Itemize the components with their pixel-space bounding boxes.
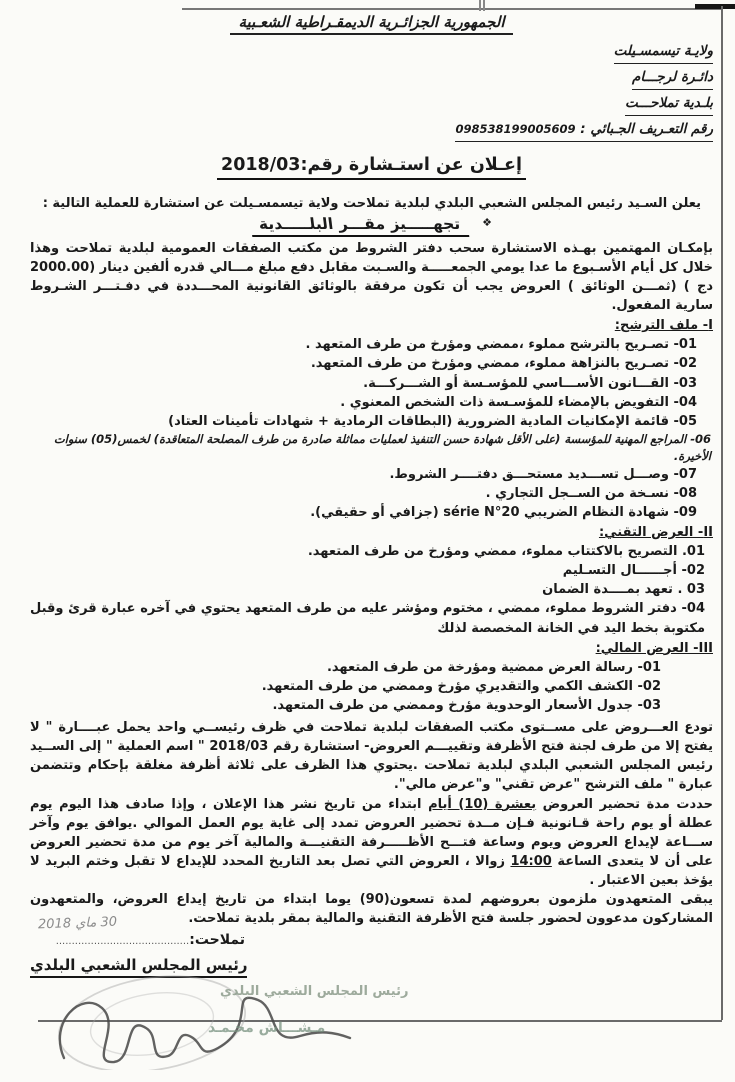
handwritten-date: 30 ماي 2018	[38, 915, 117, 933]
validity-paragraph: يبقى المتعهدون ملزمون بعروضهم لمدة تسعون(90) يوما ابتداء من تاريخ إيداع العروض، والمتعهدون المشاركون مدعوون لحضور جلسة فتح الأظرفة التقنية والمالية بمقر بلدية تملاحت.	[30, 890, 713, 928]
authority-block	[30, 38, 713, 142]
deposit-paragraph: تودع العـــروض على مســتوى مكتب الصفقات لبلدية تملاحت في ظرف رئيســي واحد يحمل عبــــارة " لا يفتح إلا من طرف لجنة فتح الأظرفة وتقييـــم العروض- استشارة رقم 2018/03 " اسم العملية " إلى الســيد رئيس المجلس الشعبي البلدي لبلدية تملاحت .يحتوي هذا الظرف على ثلاثة أظرفة مغلقة بإحكام وتتضمن عبارة " ملف الترشح "عرض تقني" و"عرض مالي".	[30, 718, 713, 794]
financial-item: 02- الكشف الكمي والتقديري مؤرخ وممضي من طرف المتعهد.	[30, 677, 713, 696]
announcement-title: إعـلان عن استـشارة رقم:2018/03	[217, 155, 526, 180]
technical-item: 03 . تعهد بمــــدة الضمان	[30, 580, 713, 599]
technical-item: 02- أجــــــال التسـليم	[30, 561, 713, 580]
republic-header-row	[30, 12, 713, 35]
candidacy-item: 08- نسـخة من الســجل التجاري .	[30, 484, 713, 503]
candidacy-item: 05- قائمة الإمكانيات المادية الضرورية (البطاقات الرمادية + شهادات تأمينات العتاد)	[30, 412, 713, 431]
section-candidacy-heading: I- ملف الترشح:	[30, 316, 713, 335]
stamp-inner-circle	[86, 985, 218, 1064]
technical-item: 01. التصريح بالاكتتاب مملوء، ممضي ومؤرخ من طرف المتعهد.	[30, 542, 713, 561]
tax-id-line	[30, 116, 713, 142]
withdrawal-paragraph: بإمكـان المهتمين بهـذه الاستشارة سحب دفتر الشروط من مكتب الصفقات العمومية لبلدية تملاحت وهذا خلال كل أيام الأسـبوع ما عدا يومي الجمعـــــة والسـبت مقابل دفع مبلغ مـــالي قدره ألفين دينار (2000.00 دج ) (ثمـــن الوثائق ) العروض يجب أن تكون مرفقة بالوثائق القانونية المحـــددة في دفـتـــر الشـروط سارية المفعول.	[30, 239, 713, 315]
candidacy-item: 03- القـــانون الأســـاسي للمؤسـسة أو الشـــركـــة.	[30, 374, 713, 393]
deadline-paragraph: حددت مدة تحضير العروض بعشرة (10) أيام ابتداء من تاريخ نشر هذا الإعلان ، وإذا صادف هذا اليوم يوم عطلة أو يوم راحة قـانونية فـإن مــدة تحضير العروض تمدد إلى غاية يوم العمل الموالي .يوافق يوم وآخر ســـاعة لإيداع العروض ويوم وساعة فتـــح الأظـــــرفة التقنيـــة والمالية آخر يوم من مدة تحضير العروض على أن لا يتعدى الساعة 14:00 زوالا ، العروض التي تصل بعد التاريخ المحدد للإيداع لا تقبل وختم البريد لا يؤخذ بعين الاعتبار .	[30, 795, 713, 891]
candidacy-item: 01- تصـريح بالترشح مملوء ،ممضي ومؤرخ من طرف المتعهد .	[30, 335, 713, 354]
deadline-duration: بعشرة (10) أيام	[428, 797, 536, 812]
stamp-bleed-title: رئيس المجلس الشعبي البلدي	[220, 984, 408, 999]
candidacy-items	[30, 335, 713, 522]
place-label: تملاحت:	[189, 932, 245, 948]
page-border-top	[182, 8, 722, 10]
republic-header: الجمهورية الجزائـرية الديمقـراطية الشعـبية	[230, 13, 512, 35]
technical-items	[30, 542, 713, 638]
technical-item: 04- دفتر الشروط مملوء، ممضي ، مختوم ومؤشر عليه من طرف المتعهد يحتوي في آخره عبارة قرئ وقبل مكتوبة بخط اليد في الخانة المخصصة لذلك	[30, 599, 713, 637]
candidacy-item: 09- شهادة النظام الضريبي série N°20 (جزافي أو حقيقي).	[30, 503, 713, 522]
page-border-right	[721, 6, 723, 1020]
signature-zone	[30, 932, 713, 1082]
scan-tick-mark	[479, 0, 485, 11]
candidacy-item: 07- وصـــل تســـديد مستحـــق دفتــــر الشروط.	[30, 465, 713, 484]
diamond-icon: ❖	[482, 216, 492, 229]
tax-id-label: رقم التعـريف الجـبائي :	[580, 121, 713, 137]
tax-id-number: 098538199005609	[455, 122, 575, 136]
commune-line: بلـدية تملاحـــت	[30, 90, 713, 116]
operation-title: تجهـــــيز مقـــر البلـــــدية	[250, 215, 470, 237]
financial-item: 03- جدول الأسعار الوحدوية مؤرخ وممضي من طرف المتعهد.	[30, 696, 713, 715]
wilaya-line: ولايـة تيسمسـيلت	[30, 38, 713, 64]
document-content	[30, 12, 713, 1082]
date-dotted-line: ..........................................	[56, 936, 190, 947]
section-financial-heading: III- العرض المالي:	[30, 639, 713, 658]
candidacy-item: 06- المراجع المهنية للمؤسسة (على الأقل شهادة حسن التنفيذ لعمليات مماثلة صادرة من طرف المصلحة المتعاقدة) لخمس(05) سنوات الأخيرة.	[30, 431, 713, 465]
announcement-title-row	[30, 155, 713, 180]
place-date-line	[30, 932, 245, 948]
intro-paragraph: يعلن السـيد رئيس المجلس الشعبي البلدي لبلدية تملاحت ولاية تيسمسـيلت عن استشارة للعملية التالية :	[30, 194, 713, 213]
financial-items	[30, 658, 713, 715]
deadline-hour: 14:00	[510, 854, 551, 869]
candidacy-item: 02- تصـريح بالنزاهة مملوء، ممضي ومؤرخ من طرف المتعهد.	[30, 354, 713, 373]
candidacy-item: 04- التفويض بالإمضاء للمؤسـسة ذات الشخص المعنوي .	[30, 393, 713, 412]
operation-title-row	[30, 215, 713, 237]
section-technical-heading: II- العرض التقني:	[30, 523, 713, 542]
stamp-bleed-name: مـشـــاش محـمـد	[208, 1020, 325, 1036]
daira-line: دائـرة لرجـــام	[30, 64, 713, 90]
signer-title: رئيس المجلس الشعبي البلدي	[30, 956, 247, 978]
page-border-top-thick	[695, 4, 735, 9]
financial-item: 01- رسالة العرض ممضية ومؤرخة من طرف المتعهد.	[30, 658, 713, 677]
